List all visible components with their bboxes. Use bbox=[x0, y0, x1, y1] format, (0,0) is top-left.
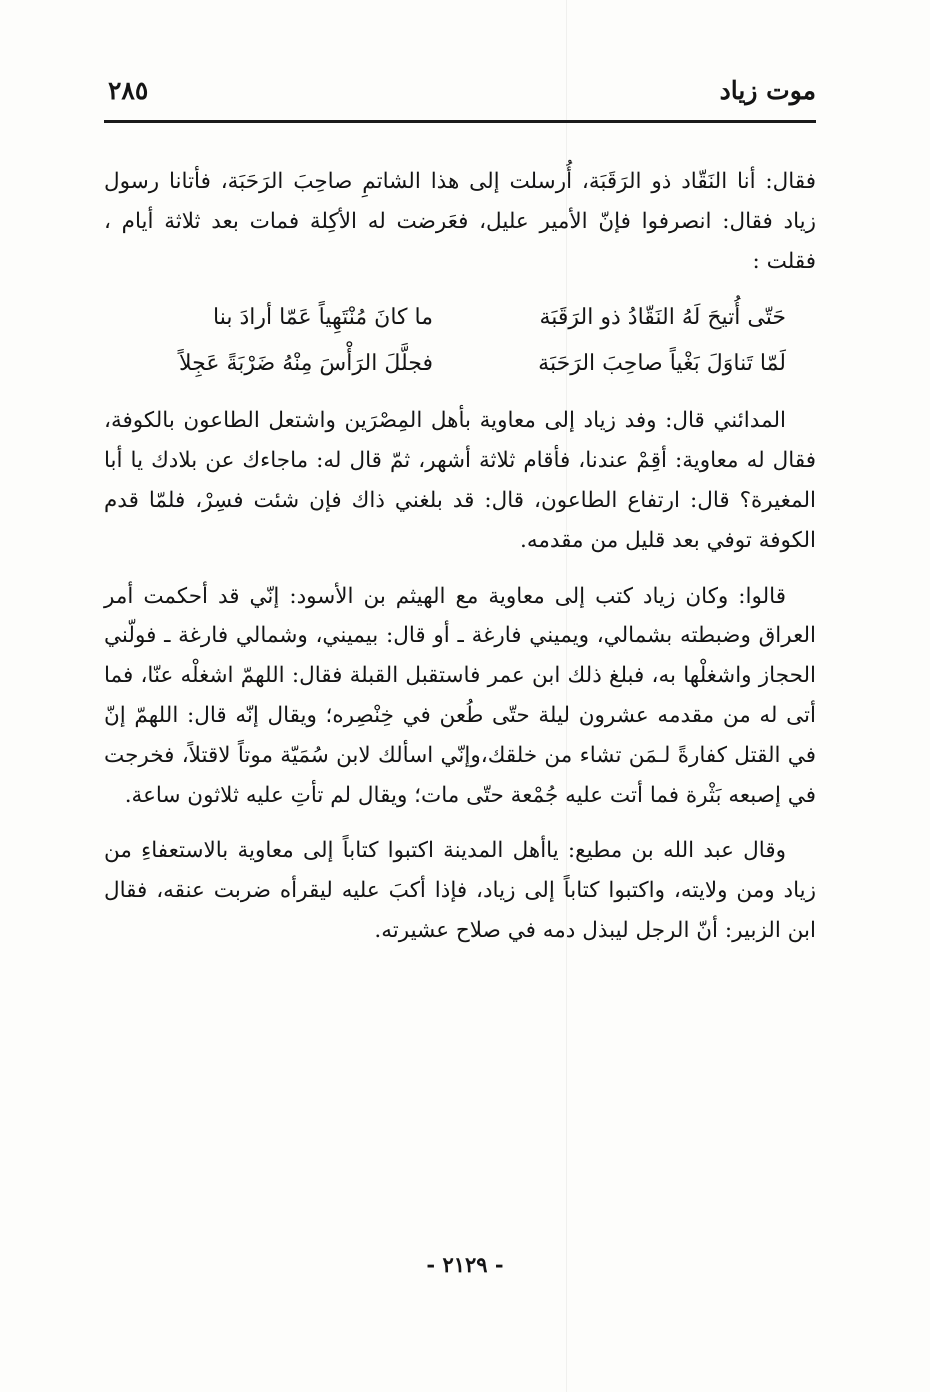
paragraph-1: فقال: أنا النَقّاد ذو الرَقَبَة، أُرسلت إلى هذا الشاتمِ صاحِبَ الرَحَبَة، فأتانا رسول زياد فقال: انصرفوا فإنّ الأمير عليل، فعَرضت له الأكِلة فمات بعد ثلاثة أيام ، فقلت : bbox=[104, 169, 816, 274]
paragraph-3: قالوا: وكان زياد كتب إلى معاوية مع الهيثم بن الأسود: إنّي قد أحكمت أمر العراق وضبطته بشمالي، ويميني فارغة ـ أو قال: بيميني، وشمالي فارغة ـ فولّني الحجاز واشغلْها به، فبلغ ذلك ابن عمر فاستقبل القبلة فقال: اللهمّ اشغلْه عنّا، فما أتى له من مقدمه عشرون ليلة حتّى طُعن في خِنْصِره؛ ويقال إنّه قال: اللهمّ إنّ في القتل كفارةً لـمَن تشاء من خلقك،وإنّي اسألك لابن سُمَيّة موتاً لاقتلاً، فخرجت في إصبعه بَثْرة فما أتت عليه جُمْعة حتّى مات؛ ويقال لم تأتِ عليه ثلاثون ساعة. bbox=[104, 583, 816, 808]
page-number: ٢٨٥ bbox=[108, 76, 149, 105]
footer-folio: - ٢١٢٩ - bbox=[426, 1252, 504, 1277]
verse-2-first-hemistich: لَمّا تَناوَلَ بَغْياً صاحِبَ الرَحَبَة bbox=[538, 351, 786, 377]
main-text bbox=[104, 162, 816, 951]
running-title: موت زياد bbox=[719, 76, 816, 105]
paragraph-2: المدائني قال: وفد زياد إلى معاوية بأهل المِصْرَين واشتعل الطاعون بالكوفة، فقال له معاوية: أقِمْ عندنا، فأقام ثلاثة أشهر، ثمّ قال له: ماجاءك عن بلادك يا أبا المغيرة؟ قال: ارتفاع الطاعون، قال: قد بلغني ذاك فإن شئت فسِرْ، فلمّا قدم الكوفة توفي بعد قليل من مقدمه. bbox=[104, 408, 816, 553]
header-rule bbox=[104, 120, 816, 123]
verse-1-second-hemistich: ما كانَ مُنْتَهِياً عَمّا أرادَ بنا bbox=[213, 305, 433, 331]
poem-verses bbox=[124, 295, 786, 387]
verse-2-second-hemistich: فجلَّلَ الرَأْسَ مِنْهُ ضَرْبَةً عَجِلاً bbox=[179, 351, 433, 377]
verse-1-first-hemistich: حَتّى أُتيحَ لَهُ النَقّادُ ذو الرَقَبَة bbox=[539, 305, 786, 331]
page-header bbox=[104, 68, 816, 120]
paragraph-4: وقال عبد الله بن مطيع: ياأهل المدينة اكتبوا كتاباً إلى معاوية بالاستعفاءِ من زياد ومن ولايته، واكتبوا كتاباً إلى زياد، فإذا أكبَ عليه ليقرأه ضربت عنقه، فقال ابن الزبير: أنّ الرجل ليبذل دمه في صلاح عشيرته. bbox=[104, 838, 816, 943]
